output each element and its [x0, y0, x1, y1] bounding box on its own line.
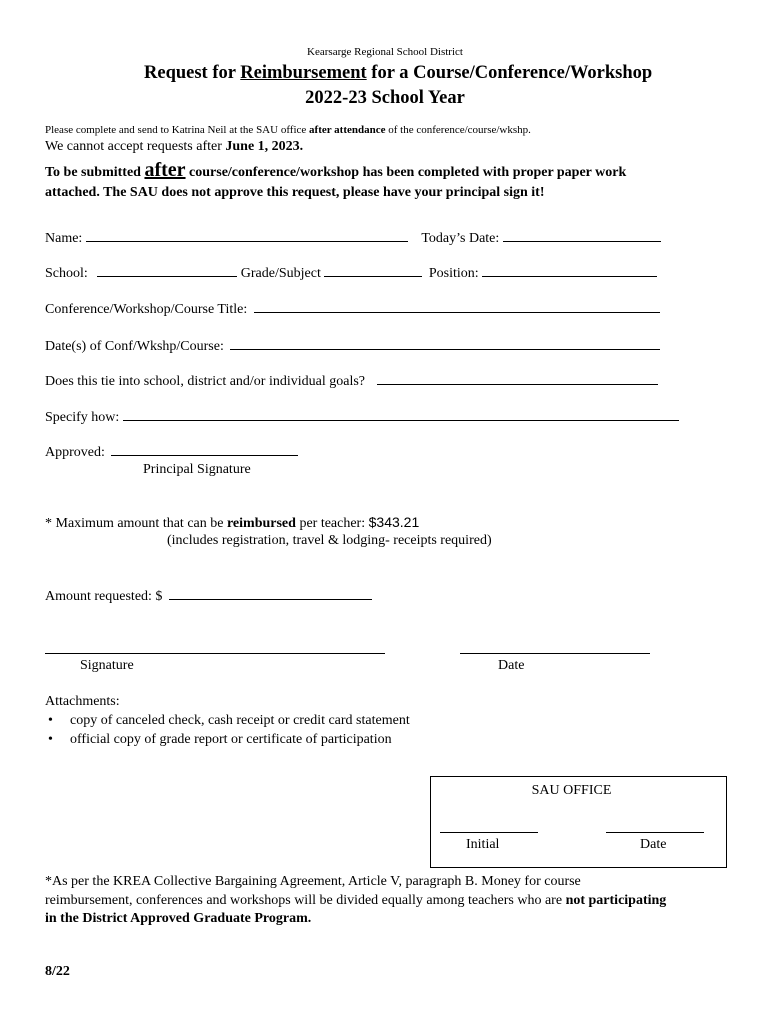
- position-label: Position:: [428, 266, 479, 281]
- form-title: Request for Reimbursement for a Course/Conference/Workshop: [144, 63, 653, 83]
- instructions-line-3: To be submitted after course/conference/workshop has been completed with proper paper work: [45, 159, 627, 181]
- amount-requested-label: Amount requested: $: [45, 589, 163, 604]
- principal-signature-field[interactable]: [111, 443, 298, 456]
- approved-row: [45, 443, 298, 461]
- bullet-icon: •: [48, 713, 53, 728]
- name-row: [45, 229, 661, 247]
- bullet-icon: •: [48, 732, 53, 747]
- instructions-line-4: attached. The SAU does not approve this request, please have your principal sign it!: [45, 185, 545, 200]
- dates-row: [45, 337, 660, 355]
- school-label: School:: [45, 266, 88, 281]
- initial-line[interactable]: [440, 832, 538, 833]
- specify-row: [45, 408, 679, 426]
- principal-signature-caption: Principal Signature: [143, 462, 251, 477]
- attachment-item: • official copy of grade report or certificate of participation: [48, 732, 392, 747]
- instructions-line-2: We cannot accept requests after June 1, 2023.: [45, 139, 304, 154]
- amount-requested-row: [45, 587, 372, 605]
- goals-row: [45, 372, 658, 390]
- approved-label: Approved:: [45, 445, 105, 460]
- specify-label: Specify how:: [45, 410, 120, 425]
- footnote-line-2: reimbursement, conferences and workshops will be divided equally among teachers who are not participating: [45, 893, 667, 908]
- course-title-label: Conference/Workshop/Course Title:: [45, 302, 248, 317]
- max-amount-value: $343.21: [368, 514, 420, 530]
- max-amount-note: (includes registration, travel & lodging- receipts required): [167, 533, 492, 548]
- grade-subject-field[interactable]: [324, 264, 422, 277]
- attachment-item: • copy of canceled check, cash receipt or credit card statement: [48, 713, 410, 728]
- course-title-field[interactable]: [254, 300, 660, 313]
- sau-office-box: [430, 776, 727, 868]
- school-year: 2022-23 School Year: [305, 88, 465, 108]
- todays-date-field[interactable]: [503, 229, 661, 242]
- date-line[interactable]: [460, 653, 650, 654]
- specify-field[interactable]: [123, 408, 679, 421]
- attachments-heading: Attachments:: [45, 694, 120, 709]
- signature-caption: Signature: [80, 658, 134, 673]
- name-label: Name:: [45, 231, 83, 246]
- school-field[interactable]: [97, 264, 237, 277]
- revision-date: 8/22: [45, 964, 70, 979]
- goals-field[interactable]: [377, 372, 658, 385]
- goals-label: Does this tie into school, district and/or individual goals?: [45, 374, 366, 389]
- course-dates-field[interactable]: [230, 337, 660, 350]
- title-row: [45, 300, 660, 318]
- sau-date-caption: Date: [640, 837, 667, 852]
- max-amount-line: * Maximum amount that can be reimbursed per teacher: $343.21: [45, 514, 420, 531]
- date-caption: Date: [498, 658, 525, 673]
- amount-requested-field[interactable]: [169, 587, 372, 600]
- sau-office-title: SAU OFFICE: [531, 783, 612, 798]
- grade-subject-label: Grade/Subject: [240, 266, 321, 281]
- school-row: [45, 264, 657, 282]
- signature-line[interactable]: [45, 653, 385, 654]
- name-field[interactable]: [86, 229, 408, 242]
- sau-date-line[interactable]: [606, 832, 704, 833]
- todays-date-label: Today’s Date:: [421, 231, 500, 246]
- instructions-line-1: Please complete and send to Katrina Neil at the SAU office after attendance of the conference/course/wkshp.: [45, 124, 531, 136]
- district-name: Kearsarge Regional School District: [307, 46, 463, 58]
- footnote-line-3: in the District Approved Graduate Program.: [45, 911, 312, 926]
- footnote-line-1: *As per the KREA Collective Bargaining Agreement, Article V, paragraph B. Money for course: [45, 874, 581, 889]
- course-dates-label: Date(s) of Conf/Wkshp/Course:: [45, 339, 224, 354]
- initial-caption: Initial: [466, 837, 500, 852]
- position-field[interactable]: [482, 264, 657, 277]
